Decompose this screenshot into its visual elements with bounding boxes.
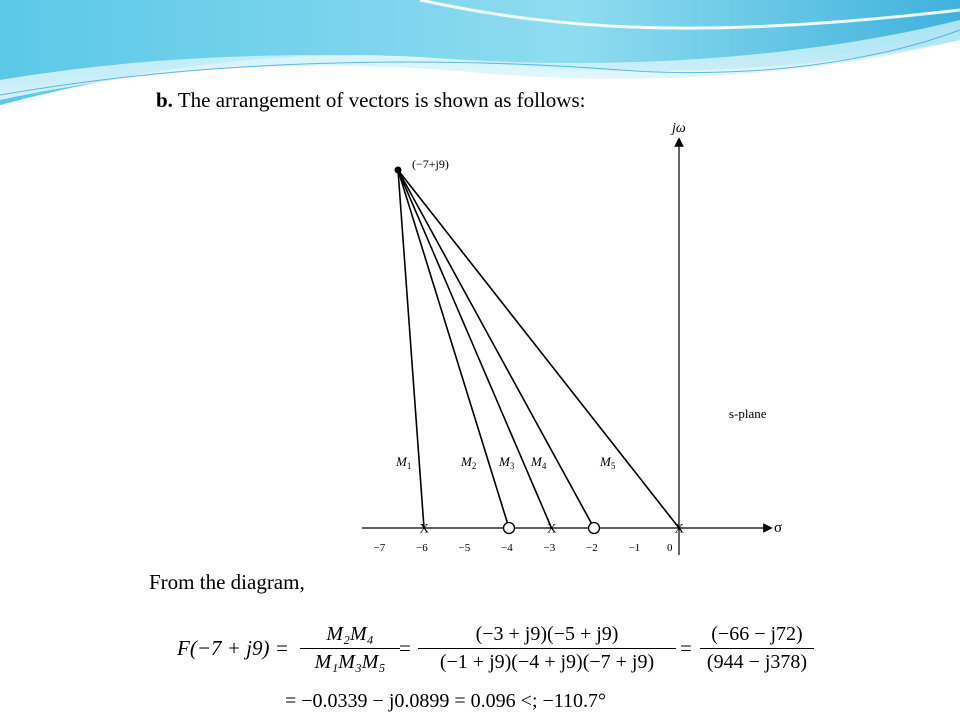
vector-m4	[398, 170, 594, 528]
pole-marker: X	[419, 520, 429, 536]
fraction-3-denominator: (944 − j378)	[706, 651, 808, 673]
test-point-label: (−7+j9)	[412, 157, 449, 171]
tick-labels	[374, 542, 674, 554]
vector-label-m5: $M_5$	[600, 454, 616, 471]
vector-label-m1: $M_1$	[396, 454, 412, 471]
tick-label: −6	[416, 542, 428, 554]
vector-label-m2: $M_2$	[461, 454, 477, 471]
pole-marker: X	[547, 520, 557, 536]
vector-m2	[398, 170, 509, 528]
from-diagram-text: From the diagram,	[149, 570, 305, 594]
tick-label: −4	[501, 542, 513, 554]
jw-axis-label: jω	[672, 121, 686, 136]
vector-labels	[395, 454, 616, 471]
tick-label: −1	[628, 542, 641, 554]
fraction-2-denominator: (−1 + j9)(−4 + j9)(−7 + j9)	[439, 651, 655, 673]
s-plane-label: s-plane	[729, 406, 767, 421]
fraction-3-numerator: (−66 − j72)	[700, 623, 814, 649]
zero-marker	[504, 523, 515, 534]
vector-label-m3: $M_3$	[499, 454, 515, 471]
equals-2: =	[680, 636, 692, 660]
equals-1: =	[399, 636, 411, 660]
zero-marker	[589, 523, 600, 534]
heading-label: b.	[156, 88, 173, 112]
fraction-2-numerator: (−3 + j9)(−5 + j9)	[418, 623, 676, 649]
fraction-1-denominator: M₁M₃M₅	[314, 651, 386, 673]
tick-label: −3	[543, 542, 556, 554]
vector-m5	[398, 170, 679, 528]
test-point	[395, 167, 402, 174]
fraction-1-numerator: M₂M₄	[300, 623, 400, 649]
vector-lines	[398, 170, 679, 528]
vector-m3	[398, 170, 552, 528]
fraction-1	[300, 623, 400, 674]
fraction-2	[418, 623, 676, 674]
vector-label-m4: $M_4$	[531, 454, 547, 471]
tick-label: 0	[667, 542, 673, 554]
fraction-3	[700, 623, 814, 674]
sigma-axis-label: σ	[774, 520, 783, 536]
tick-label: −5	[458, 542, 471, 554]
vector-m1	[398, 170, 424, 528]
pole-marker: X	[674, 520, 684, 536]
heading-text: The arrangement of vectors is shown as follows:	[177, 88, 586, 112]
tick-label: −2	[586, 542, 598, 554]
tick-label: −7	[373, 542, 386, 554]
equation-lhs: F(−7 + j9) =	[177, 636, 289, 660]
equation-result: = −0.0339 − j0.0899 = 0.096 <; −110.7°	[285, 690, 607, 712]
